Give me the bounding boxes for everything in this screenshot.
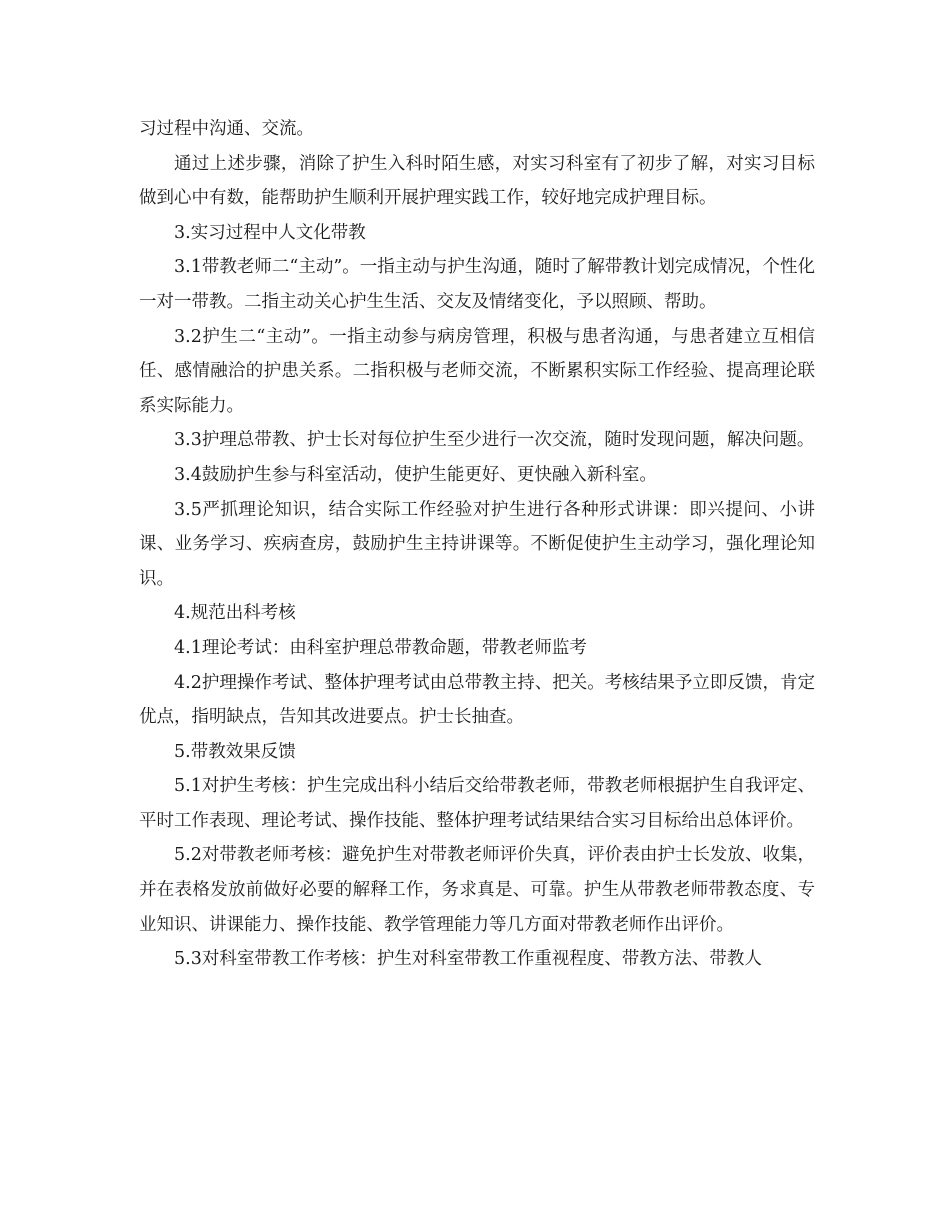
paragraph-3-1: 3.1带教老师二“主动”。一指主动与护生沟通，随时了解带教计划完成情况，个性化一对一带教。二指主动关心护生生活、交友及情绪变化，予以照顾、帮助。	[139, 257, 815, 312]
paragraph-3-4: 3.4鼓励护生参与科室活动，使护生能更好、更快融入新科室。	[174, 464, 657, 485]
paragraph: 通过上述步骤，消除了护生入科时陌生感，对实习科室有了初步了解，对实习目标做到心中有数，能帮助护生顺利开展护理实践工作，较好地完成护理目标。	[139, 153, 815, 209]
body-text	[139, 112, 815, 977]
paragraph-5-3: 5.3对科室带教工作考核：护生对科室带教工作重视程度、带教方法、带教人	[174, 949, 762, 970]
paragraph-4-2: 4.2护理操作考试、整体护理考试由总带教主持、把关。考核结果予立即反馈，肯定优点，指明缺点，告知其改进要点。护士长抽查。	[139, 672, 815, 728]
section-heading-4: 4.规范出科考核	[174, 603, 296, 624]
paragraph-3-5: 3.5严抓理论知识，结合实际工作经验对护生进行各种形式讲课：即兴提问、小讲课、业务学习、疾病查房，鼓励护生主持讲课等。不断促使护生主动学习，强化理论知识。	[139, 499, 815, 589]
paragraph-5-2: 5.2对带教老师考核：避免护生对带教老师评价失真，评价表由护士长发放、收集，并在表格发放前做好必要的解释工作，务求真是、可靠。护生从带教老师带教态度、专业知识、讲课能力、操作技能、教学管理能力等几方面对带教老师作出评价。	[139, 845, 815, 935]
section-heading-5: 5.带教效果反馈	[174, 741, 296, 762]
paragraph-3-3: 3.3护理总带教、护士长对每位护生至少进行一次交流，随时发现问题，解决问题。	[174, 430, 815, 451]
paragraph-5-1: 5.1对护生考核：护生完成出科小结后交给带教老师，带教老师根据护生自我评定、平时工作表现、理论考试、操作技能、整体护理考试结果结合实习目标给出总体评价。	[139, 776, 815, 831]
paragraph-continuation: 习过程中沟通、交流。	[139, 119, 314, 139]
paragraph-4-1: 4.1理论考试：由科室护理总带教命题，带教老师监考	[174, 637, 587, 658]
section-heading-3: 3.实习过程中人文化带教	[174, 222, 366, 243]
paragraph-3-2: 3.2护生二“主动”。一指主动参与病房管理，积极与患者沟通，与患者建立互相信任、感情融洽的护患关系。二指积极与老师交流，不断累积实际工作经验、提高理论联系实际能力。	[139, 326, 815, 416]
